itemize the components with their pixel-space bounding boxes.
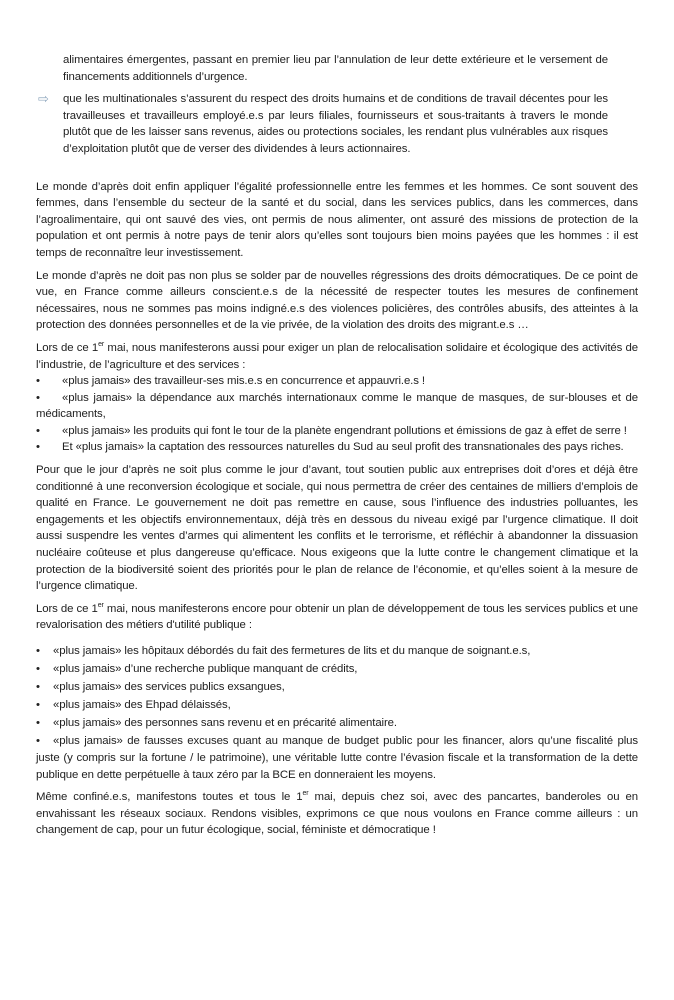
list-item-text: «plus jamais» les produits qui font le tour de la planète engendrant pollutions et émissions de gaz à effet de serre ! [62, 424, 627, 437]
paragraph-jour-apres: Pour que le jour d’après ne soit plus comme le jour d’avant, tout soutien public aux entreprises doit d’ores et déjà être conditionné à une reconversion écologique et sociale, qui nous permettra de créer des centaines de milliers d’emplois de qualité en France. Le gouvernement ne doit pas remettre en cause, sous l’influence des industries polluantes, les engagements et les objectifs environnementaux, déjà très en dessous du niveau exigé par l’urgence climatique. Il doit aussi suspendre les ventes d’armes qui alimentent les conflits et le terrorisme, et réfléchir à abandonner la dissuasion nucléaire coûteuse et plus dangereuse qu’efficace. Nous exigeons que la lutte contre le changement climatique et la protection de la biodiversité soient des priorités pour le plan de relance de l’économie, et qu’elles soient à la mesure de l’urgence climatique. [36, 464, 638, 593]
list-item [36, 439, 638, 456]
list-item-text: «plus jamais» les hôpitaux débordés du fait des fermetures de lits et du manque de soignant.e.s, [53, 645, 531, 657]
bullet-list-relocalisation [36, 373, 638, 456]
bullet-icon: • [36, 441, 40, 454]
paragraph-text-pre: Même confiné.e.s, manifestons toutes et tous le 1 [36, 791, 303, 804]
list-item [36, 390, 638, 423]
paragraph-may1-relocalisation [36, 340, 638, 373]
list-item-text: «plus jamais» la dépendance aux marchés internationaux comme le manque de masques, de sur-blouses et de médicaments, [36, 391, 638, 421]
list-item-text: «plus jamais» des Ehpad délaissés, [53, 699, 231, 712]
list-item [36, 643, 638, 660]
list-item-text: «plus jamais» de fausses excuses quant au manque de budget public pour les financer, alors qu’une fiscalité plus juste (y compris sur la fortune / le patrimoine), une véritable lutte contre l’évasion fiscale et la transformation de la dette publique en dette perpétuelle à taux zéro par la BCE en donneraient les moyens. [36, 735, 638, 781]
paragraph-text-pre: Lors de ce 1 [36, 341, 99, 354]
rightwards-arrow-icon: ⇨ [38, 91, 49, 107]
list-item-text: «plus jamais» d’une recherche publique manquant de crédits, [53, 663, 358, 676]
paragraph-text-pre: Lors de ce 1 [36, 602, 98, 615]
list-item [36, 373, 638, 390]
bullet-icon: • [36, 424, 40, 437]
list-item-text: «plus jamais» des personnes sans revenu et en précarité alimentaire. [53, 717, 397, 730]
paragraph-text-post: mai, nous manifesterons aussi pour exiger un plan de relocalisation solidaire et écologique des activités de l’industrie, de l’agriculture et des services : [36, 341, 638, 371]
paragraph-continuation-debt: alimentaires émergentes, passant en premier lieu par l’annulation de leur dette extérieure et le versement de financements additionnels d’urgence. [63, 54, 608, 83]
arrow-item-text: que les multinationales s’assurent du respect des droits humains et de conditions de travail décentes pour les travailleuses et travailleurs employé.e.s par leurs filiales, fournisseurs et sous-traitants à travers le monde plutôt que de les laisser sans revenus, aides ou protections sociales, les rendant plus vulnérables aux risques d’exploitation plutôt que de verser des dividendes à leurs actionnaires. [63, 93, 608, 155]
paragraph-democratic-rights: Le monde d’après ne doit pas non plus se solder par de nouvelles régressions des droits démocratiques. De ce point de vue, en France comme ailleurs conscient.e.s de la nécessité de respecter toutes les mesures de confinement nécessaires, nous ne sommes pas moins indigné.e.s des violences policières, des contrôles abusifs, des atteintes à la protection des données personnelles et de la vie privée, de la violation des droits des migrant.e.s … [36, 269, 638, 332]
bullet-icon: • [36, 699, 40, 712]
bullet-icon: • [36, 681, 40, 694]
bullet-icon: • [36, 391, 40, 404]
superscript-er: er [302, 790, 309, 798]
superscript-er: er [98, 341, 105, 349]
bullet-icon: • [36, 645, 40, 657]
list-item [36, 715, 638, 732]
paragraph-text-post: mai, depuis chez soi, avec des pancartes, banderoles ou en envahissant les réseaux sociaux. Rendons visibles, exprimons ce que nous voulons en France comme ailleurs : un changement de cap, pour un futur écologique, social, féministe et démocratique ! [36, 791, 638, 837]
bullet-icon: • [36, 735, 40, 748]
superscript-er: er [97, 602, 104, 610]
bullet-icon: • [36, 717, 40, 730]
paragraph-equality: Le monde d’après doit enfin appliquer l’égalité professionnelle entre les femmes et les hommes. Ce sont souvent des femmes, dans l’ensemble du secteur de la santé et du social, dans les services publics, dans les commerces, dans l’agroalimentaire, qui ont sauvé des vies, ont permis de nous alimenter, ont assuré des missions de protection de la population et ont permis à notre pays de tenir alors qu’elles sont toujours bien moins payées que les hommes : il est temps de reconnaître leur investissement. [36, 180, 638, 259]
list-item [36, 423, 638, 440]
list-item-text: «plus jamais» des travailleur-ses mis.e.s en concurrence et appauvri.e.s ! [62, 375, 425, 388]
paragraph-confined-call [36, 789, 638, 839]
bullet-icon: • [36, 375, 40, 388]
list-item [36, 697, 638, 714]
arrow-list-item-multinationales [38, 91, 608, 157]
bullet-icon: • [36, 663, 40, 676]
list-item [36, 733, 638, 783]
paragraph-text-post: mai, nous manifesterons encore pour obtenir un plan de développement de tous les services publics et une revalorisation des métiers d'utilité publique : [36, 602, 638, 632]
paragraph-may1-services [36, 601, 638, 634]
list-item [36, 679, 638, 696]
list-item-text: Et «plus jamais» la captation des ressources naturelles du Sud au seul profit des transnationales des pays riches. [62, 441, 624, 454]
list-item [36, 661, 638, 678]
bullet-list-services-publics [36, 643, 638, 783]
list-item-text: «plus jamais» des services publics exsangues, [53, 681, 285, 694]
